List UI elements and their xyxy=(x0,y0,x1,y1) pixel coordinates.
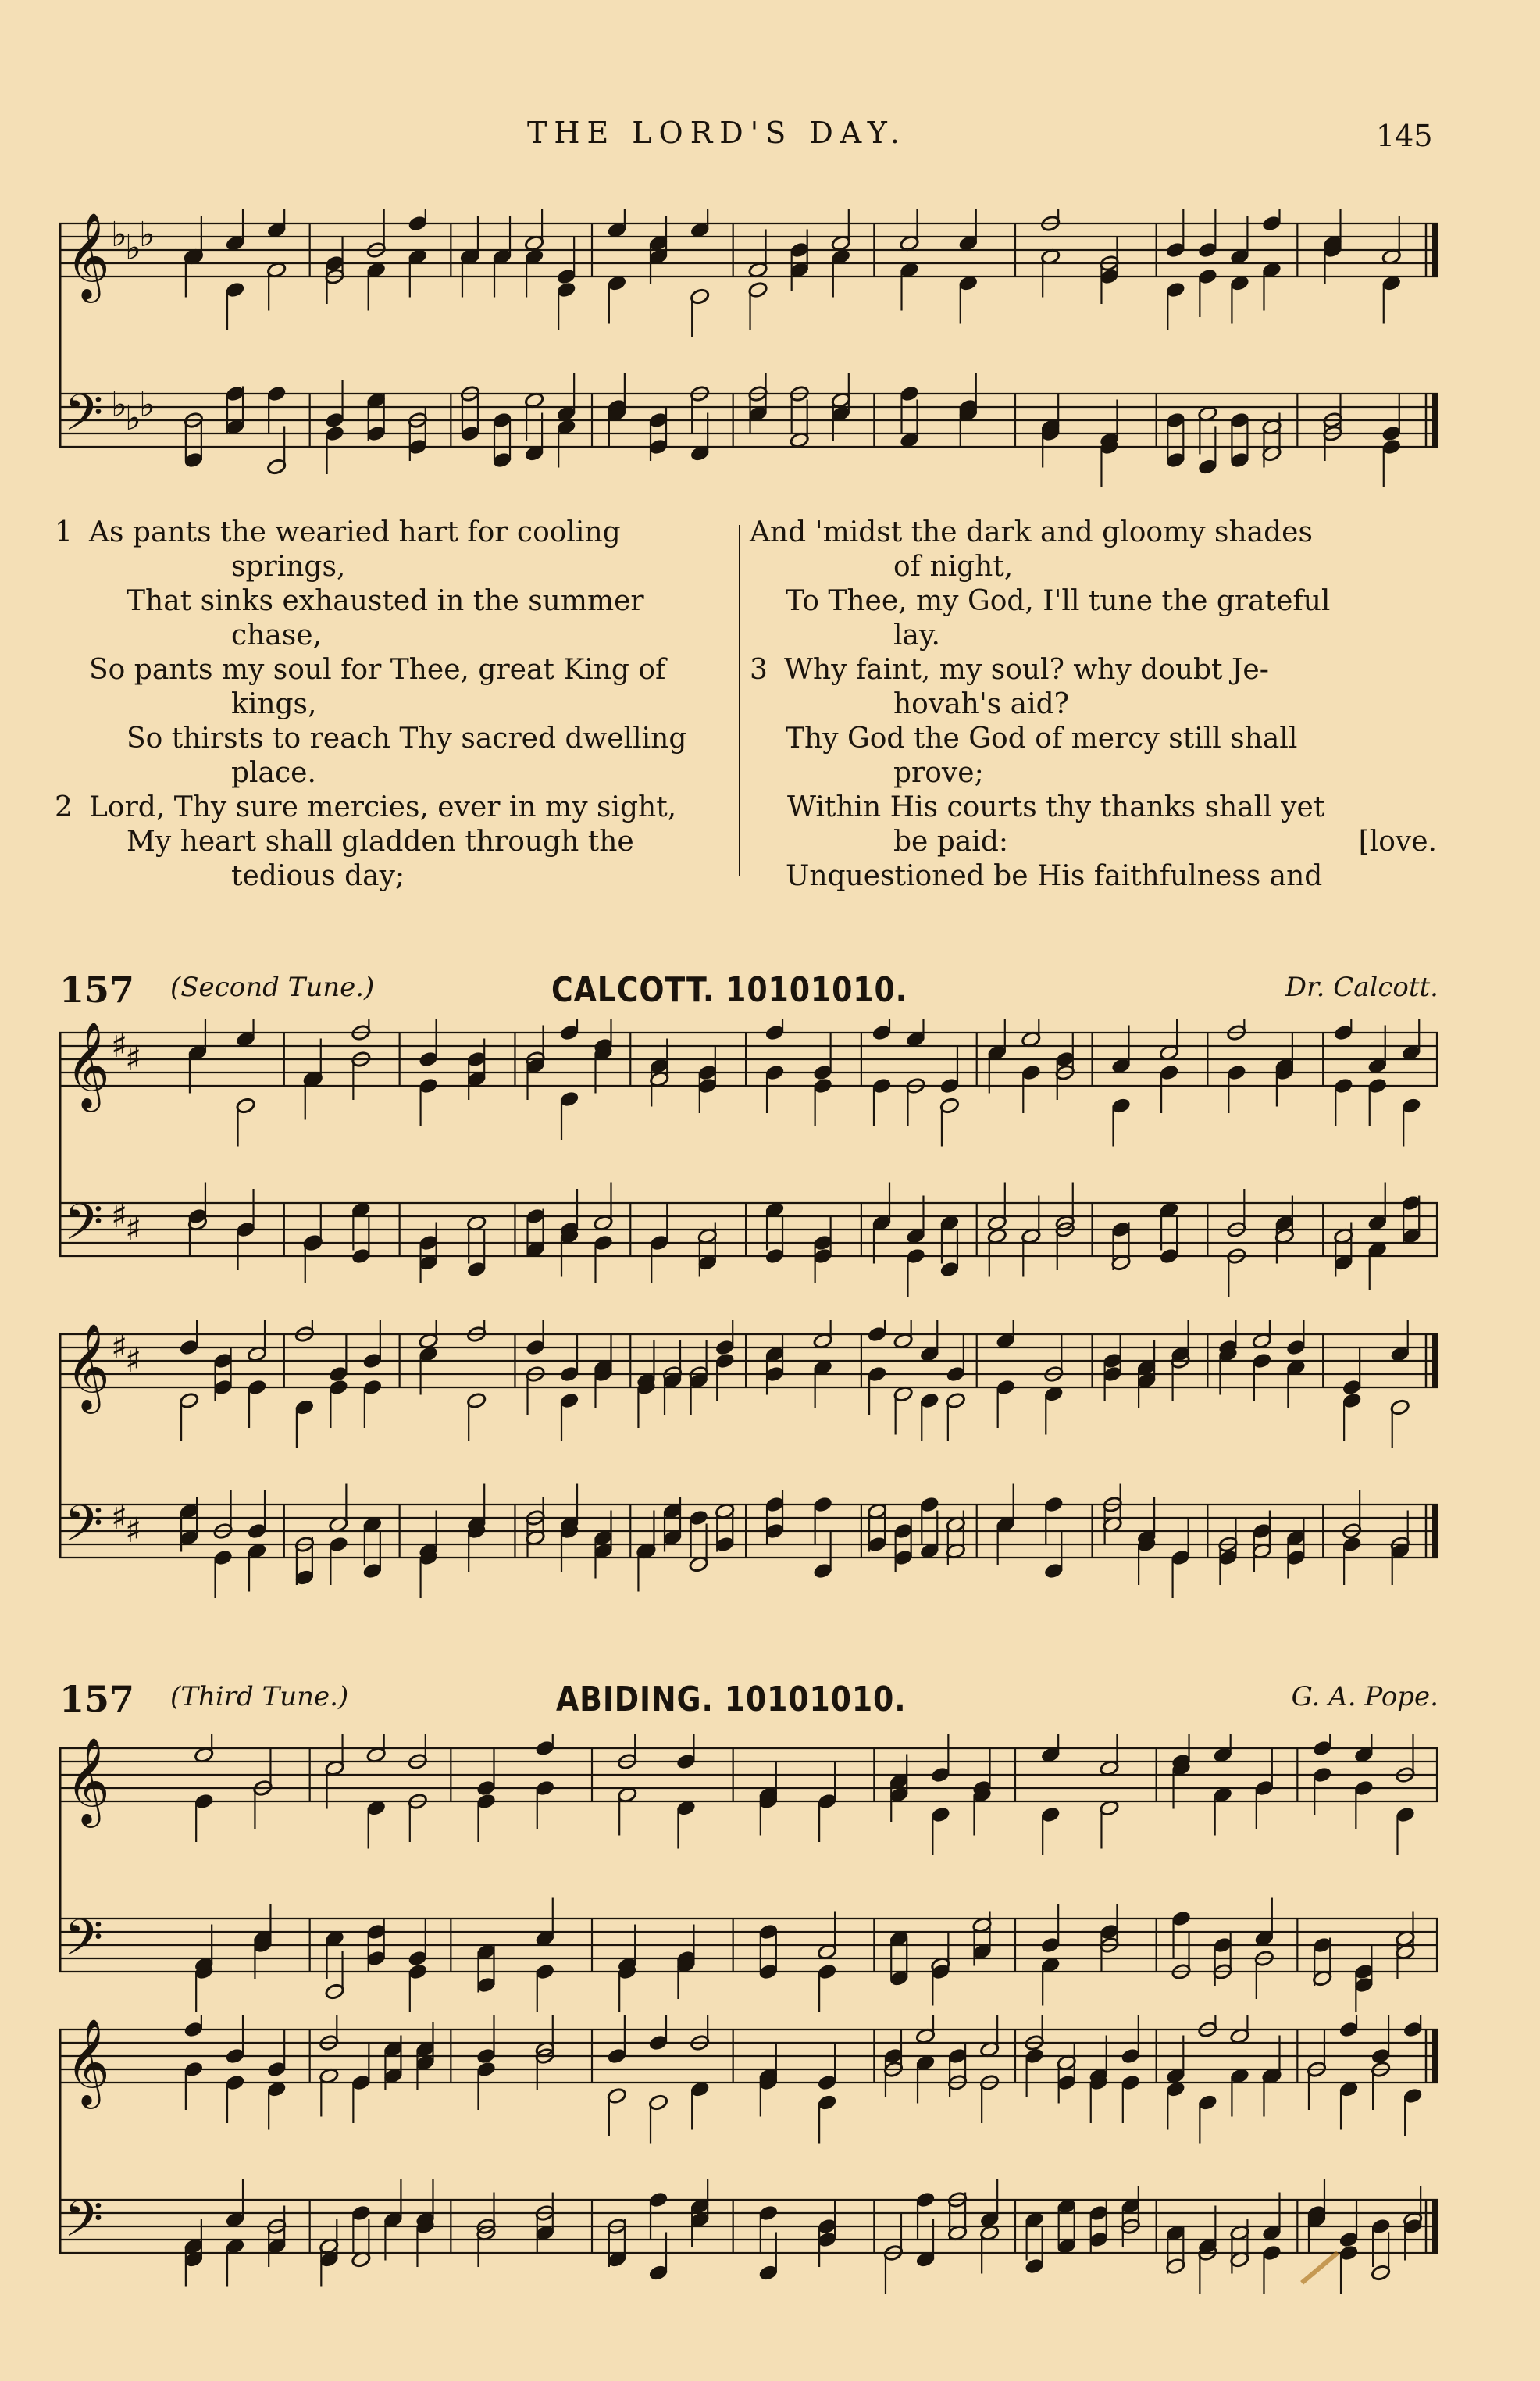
composer: G. A. Pope. xyxy=(1291,1681,1438,1712)
verse-number: 1 xyxy=(55,516,73,548)
verse-line: 2 Lord, Thy sure mercies, ever in my sight, xyxy=(55,791,677,823)
svg-text:♭: ♭ xyxy=(139,385,155,425)
svg-text:♯: ♯ xyxy=(111,1497,128,1537)
staff-notation-graphic xyxy=(59,1320,1438,1617)
svg-text:𝄞: 𝄞 xyxy=(66,212,110,299)
svg-text:𝄞: 𝄞 xyxy=(66,1737,110,1824)
svg-text:♯: ♯ xyxy=(111,1196,128,1236)
verse-line: prove; xyxy=(893,757,984,789)
svg-text:♯: ♯ xyxy=(125,1511,142,1551)
svg-text:♯: ♯ xyxy=(111,1327,128,1367)
svg-text:𝄢: 𝄢 xyxy=(64,1495,104,1565)
music-system-hymn-156-end xyxy=(59,209,1438,530)
staff-notation-graphic xyxy=(59,2015,1438,2312)
verse-line: place. xyxy=(231,757,316,789)
verse-number: 3 xyxy=(750,654,768,686)
verse-line: springs, xyxy=(231,551,346,583)
verse-column-right xyxy=(750,516,1437,894)
verse-line: Within His courts thy thanks shall yet xyxy=(787,791,1325,823)
verse-line: To Thee, my God, I'll tune the grateful xyxy=(786,585,1331,617)
music-system-calcott-1 xyxy=(59,1019,1438,1315)
svg-text:𝄢: 𝄢 xyxy=(64,384,104,455)
svg-text:♭: ♭ xyxy=(125,398,141,438)
verse-line: tedious day; xyxy=(231,860,405,892)
page-number: 145 xyxy=(1376,119,1433,153)
column-divider xyxy=(739,525,740,876)
verse-line: of night, xyxy=(893,551,1014,583)
staff-notation-graphic xyxy=(59,209,1438,530)
tune-heading-calcott xyxy=(59,967,1438,1011)
music-system-calcott-2 xyxy=(59,1320,1438,1617)
verse-line: My heart shall gladden through the xyxy=(127,826,634,858)
tune-name: ABIDING. 10101010. xyxy=(556,1680,907,1719)
svg-text:𝄢: 𝄢 xyxy=(64,1909,104,1979)
verse-line: And 'midst the dark and gloomy shades xyxy=(750,516,1313,548)
tune-name: CALCOTT. 10101010. xyxy=(551,970,907,1010)
verse-line: lay. xyxy=(893,619,940,651)
hymn-number: 157 xyxy=(59,969,135,1011)
tune-subtitle: (Third Tune.) xyxy=(170,1681,349,1712)
music-system-abiding-2 xyxy=(59,2015,1438,2312)
verse-column-left xyxy=(55,516,733,894)
verse-line: That sinks exhausted in the summer xyxy=(127,585,644,617)
running-header xyxy=(0,116,1540,155)
svg-text:♭: ♭ xyxy=(111,215,127,255)
tune-subtitle: (Second Tune.) xyxy=(170,972,375,1003)
staff-notation-graphic xyxy=(59,1019,1438,1315)
svg-text:𝄢: 𝄢 xyxy=(64,1194,104,1264)
hymn-number: 157 xyxy=(59,1678,135,1720)
verse-number: 2 xyxy=(55,791,73,823)
svg-text:♭: ♭ xyxy=(125,228,141,268)
composer: Dr. Calcott. xyxy=(1285,972,1438,1003)
svg-text:♯: ♯ xyxy=(125,1039,142,1079)
svg-text:𝄞: 𝄞 xyxy=(66,1021,110,1108)
verse-line: 3 Why faint, my soul? why doubt Je- xyxy=(750,654,1269,686)
running-title: THE LORD'S DAY. xyxy=(527,116,907,150)
svg-text:𝄢: 𝄢 xyxy=(64,2190,104,2261)
music-system-abiding-1 xyxy=(59,1734,1438,2015)
verse-line: 1 As pants the wearied hart for cooling xyxy=(55,516,621,548)
svg-text:♯: ♯ xyxy=(125,1209,142,1249)
svg-text:𝄞: 𝄞 xyxy=(66,2018,110,2105)
verse-line: chase, xyxy=(231,619,323,651)
hymn-verses xyxy=(55,516,1437,906)
verse-line: So thirsts to reach Thy sacred dwelling xyxy=(127,723,687,755)
verse-line: So pants my soul for Thee, great King of xyxy=(89,654,666,686)
svg-text:𝄞: 𝄞 xyxy=(66,1323,110,1410)
verse-line: kings, xyxy=(231,688,317,720)
svg-text:♭: ♭ xyxy=(111,385,127,425)
verse-line: be paid: [love. xyxy=(893,826,1437,858)
verse-line: Unquestioned be His faithfulness and xyxy=(786,860,1323,892)
staff-notation-graphic xyxy=(59,1734,1438,2015)
svg-text:♯: ♯ xyxy=(125,1340,142,1380)
verse-line: hovah's aid? xyxy=(893,688,1069,720)
verse-line: Thy God the God of mercy still shall xyxy=(786,723,1298,755)
svg-text:♯: ♯ xyxy=(111,1026,128,1066)
svg-text:♭: ♭ xyxy=(139,215,155,255)
tune-heading-abiding xyxy=(59,1676,1438,1720)
